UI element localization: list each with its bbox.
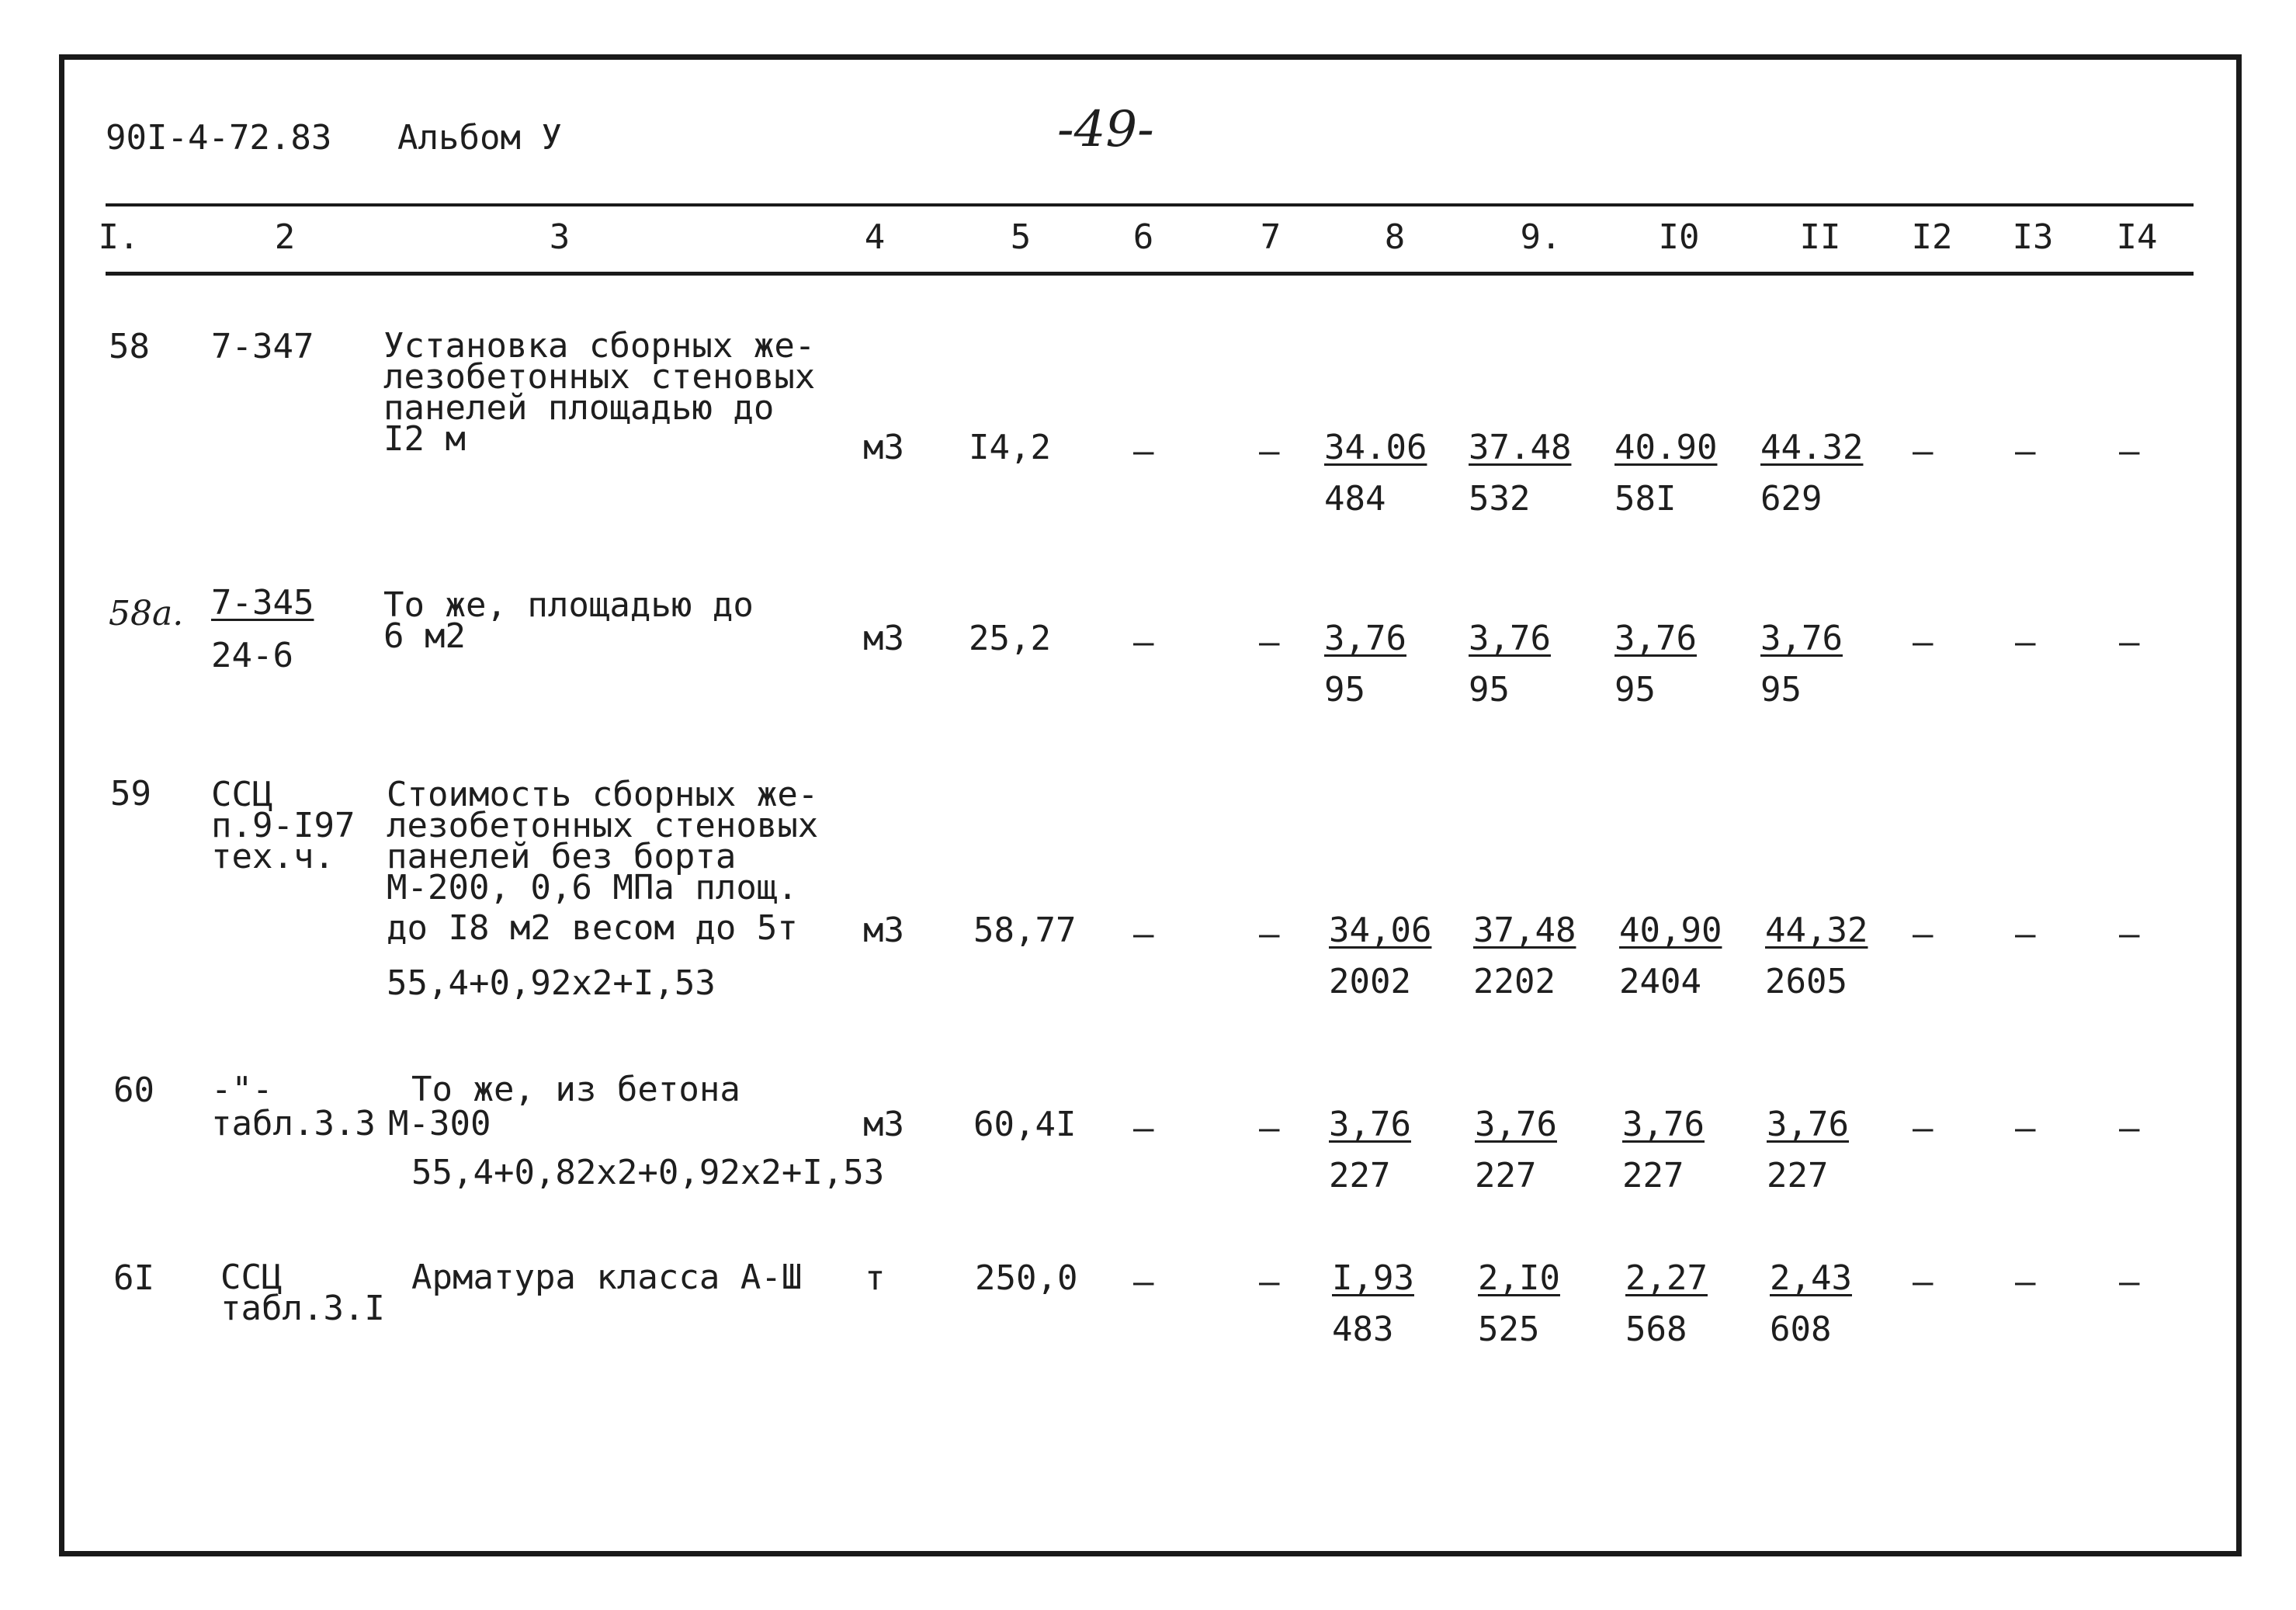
rate-code: 7-347	[211, 327, 314, 366]
cell-dash: –	[1913, 432, 1934, 471]
unit: м3	[863, 1105, 904, 1144]
cell-dash: –	[2015, 1262, 2036, 1302]
value-bottom: 58I	[1614, 479, 1677, 519]
description-line: лезобетонных стеновых	[387, 806, 819, 845]
cell-dash: –	[1259, 1109, 1280, 1148]
value-top: 40.90	[1614, 428, 1718, 467]
rate-code: табл.3.I	[220, 1289, 385, 1328]
description-line: Стоимость сборных же-	[387, 775, 819, 814]
cell-dash: –	[2119, 1109, 2140, 1148]
unit: м3	[863, 428, 904, 467]
cell-dash: –	[1133, 1109, 1154, 1148]
value-bottom: 2202	[1473, 962, 1556, 1001]
quantity: I4,2	[969, 428, 1051, 467]
cell-dash: –	[1913, 914, 1934, 954]
value-bottom: 525	[1478, 1310, 1540, 1349]
value-top: 44.32	[1760, 428, 1864, 467]
unit: м3	[863, 619, 904, 658]
value-top: 3,76	[1614, 619, 1697, 658]
unit: м3	[863, 911, 904, 950]
cell-dash: –	[1913, 1262, 1934, 1302]
value-bottom: 227	[1475, 1156, 1537, 1195]
column-number: I.	[98, 217, 140, 257]
value-top: 3,76	[1760, 619, 1843, 658]
value-top: 3,76	[1622, 1105, 1705, 1144]
column-number: I3	[2012, 217, 2054, 257]
description-line: до I8 м2 весом до 5т	[387, 908, 798, 948]
cell-dash: –	[2015, 432, 2036, 471]
value-top: 3,76	[1475, 1105, 1557, 1144]
value-bottom: 95	[1614, 670, 1656, 710]
value-top: 44,32	[1765, 911, 1868, 950]
cell-dash: –	[1259, 1262, 1280, 1302]
description-line: лезобетонных стеновых	[383, 357, 816, 397]
calculation-formula: 55,4+0,92x2+I,53	[387, 963, 716, 1003]
description-line: панелей площадью до	[383, 388, 775, 428]
description-line: Установка сборных же-	[383, 326, 816, 366]
cell-dash: –	[1913, 1109, 1934, 1148]
table-top-rule	[106, 203, 2194, 206]
cell-dash: –	[2015, 1109, 2036, 1148]
rate-code: -"-	[211, 1070, 273, 1109]
column-number: I4	[2116, 217, 2158, 257]
value-top: 40,90	[1619, 911, 1722, 950]
column-number: I2	[1911, 217, 1953, 257]
value-top: 2,43	[1770, 1258, 1852, 1298]
row-number: 6I	[113, 1258, 154, 1298]
column-number: 4	[864, 217, 886, 257]
cell-dash: –	[2015, 914, 2036, 954]
value-top: 2,I0	[1478, 1258, 1560, 1298]
rate-code: 24-6	[211, 636, 293, 675]
value-top: 37.48	[1469, 428, 1572, 467]
rate-code: п.9-I97	[211, 806, 355, 845]
description-line: I2 м	[383, 419, 466, 459]
rate-code: тех.ч.	[211, 837, 335, 876]
value-top: 34,06	[1329, 911, 1432, 950]
cell-dash: –	[1133, 432, 1154, 471]
quantity: 60,4I	[973, 1105, 1077, 1144]
description-line: М-200, 0,6 МПа площ.	[387, 868, 798, 907]
value-top: 3,76	[1329, 1105, 1411, 1144]
value-bottom: 629	[1760, 479, 1823, 519]
cell-dash: –	[1259, 914, 1280, 954]
cell-dash: –	[2119, 432, 2140, 471]
column-number: I0	[1658, 217, 1700, 257]
value-top: 37,48	[1473, 911, 1576, 950]
rate-code: ССЦ	[220, 1258, 283, 1297]
value-top: 34.06	[1324, 428, 1427, 467]
description-line: Арматура класса А-Ш	[411, 1258, 803, 1297]
quantity: 25,2	[969, 619, 1051, 658]
value-bottom: 95	[1469, 670, 1510, 710]
page-number: -49-	[1057, 101, 1154, 158]
value-top: 3,76	[1767, 1105, 1849, 1144]
value-bottom: 95	[1760, 670, 1802, 710]
description-line: 6 м2	[383, 616, 466, 656]
column-number: II	[1799, 217, 1841, 257]
table-header-rule	[106, 272, 2194, 276]
rate-code: ССЦ	[211, 775, 273, 814]
cell-dash: –	[1259, 623, 1280, 662]
value-bottom: 2002	[1329, 962, 1411, 1001]
value-bottom: 483	[1332, 1310, 1394, 1349]
column-number: 7	[1260, 217, 1282, 257]
column-number: 8	[1384, 217, 1406, 257]
column-number: 6	[1132, 217, 1154, 257]
value-bottom: 484	[1324, 479, 1386, 519]
row-number: 58a.	[109, 594, 184, 633]
value-bottom: 2605	[1765, 962, 1847, 1001]
rate-code: табл.3.3	[211, 1104, 376, 1143]
cell-dash: –	[1133, 1262, 1154, 1302]
row-number: 60	[113, 1070, 154, 1110]
description-line: М-300	[388, 1104, 491, 1143]
cell-dash: –	[1133, 914, 1154, 954]
description-line: панелей без борта	[387, 837, 737, 876]
quantity: 58,77	[973, 911, 1077, 950]
description-line: То же, из бетона	[411, 1070, 740, 1109]
description-line: То же, площадью до	[383, 585, 754, 625]
value-top: 3,76	[1324, 619, 1406, 658]
cell-dash: –	[2119, 1262, 2140, 1302]
cell-dash: –	[2119, 623, 2140, 662]
value-top: I,93	[1332, 1258, 1414, 1298]
document-code: 90I-4-72.83	[106, 118, 332, 158]
value-bottom: 95	[1324, 670, 1365, 710]
row-number: 59	[110, 774, 151, 814]
cell-dash: –	[2015, 623, 2036, 662]
column-number: 5	[1010, 217, 1032, 257]
rate-code: 7-345	[211, 583, 314, 623]
quantity: 250,0	[975, 1258, 1078, 1298]
value-bottom: 227	[1622, 1156, 1684, 1195]
value-bottom: 2404	[1619, 962, 1701, 1001]
column-number: 9.	[1520, 217, 1562, 257]
cell-dash: –	[1259, 432, 1280, 471]
cell-dash: –	[1133, 623, 1154, 662]
column-number: 2	[274, 217, 296, 257]
unit: т	[865, 1258, 886, 1298]
cell-dash: –	[2119, 914, 2140, 954]
calculation-formula: 55,4+0,82x2+0,92x2+I,53	[411, 1153, 885, 1192]
value-bottom: 568	[1625, 1310, 1687, 1349]
value-bottom: 227	[1329, 1156, 1391, 1195]
value-top: 2,27	[1625, 1258, 1708, 1298]
cell-dash: –	[1913, 623, 1934, 662]
column-number: 3	[549, 217, 571, 257]
value-bottom: 227	[1767, 1156, 1829, 1195]
value-bottom: 532	[1469, 479, 1531, 519]
value-bottom: 608	[1770, 1310, 1832, 1349]
value-top: 3,76	[1469, 619, 1551, 658]
album-label: Альбом У	[397, 118, 562, 158]
row-number: 58	[109, 327, 150, 366]
